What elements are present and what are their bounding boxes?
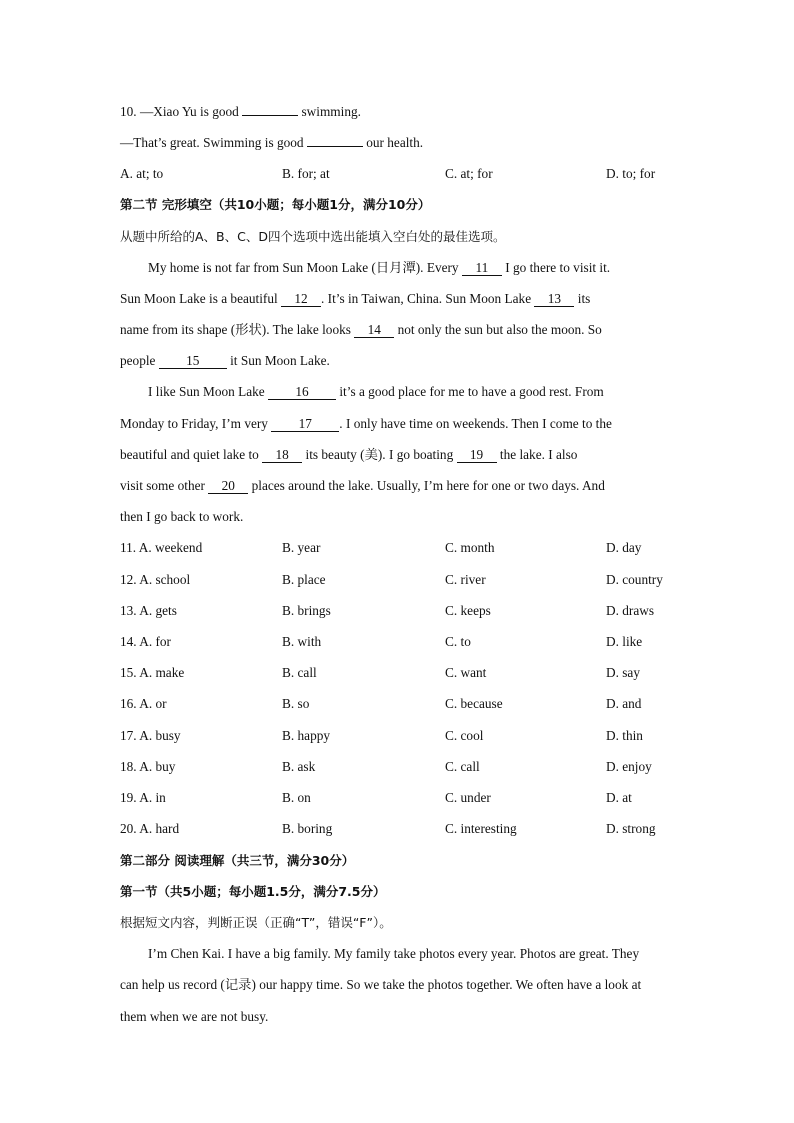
q14-option-c[interactable]: C. to <box>445 634 471 649</box>
blank-16[interactable]: 16 <box>268 385 336 400</box>
q17-option-c[interactable]: C. cool <box>445 728 484 743</box>
q14-option-b[interactable]: B. with <box>282 634 322 649</box>
q10-blank-2[interactable] <box>307 146 363 147</box>
q10-text-d: our health. <box>366 135 424 150</box>
passage1-line-2 <box>120 290 590 308</box>
q12-option-b[interactable]: B. place <box>282 572 326 587</box>
q20-option-a[interactable]: 20. A. hard <box>120 821 180 836</box>
q11-option-c[interactable]: C. month <box>445 540 495 555</box>
q10-option-d[interactable]: D. to; for <box>606 166 656 181</box>
blank-12[interactable]: 12 <box>281 292 321 307</box>
q11-option-d[interactable]: D. day <box>606 540 642 555</box>
passage3-line-2: can help us record (记录) our happy time. So we take the photos together. We often have a look at <box>120 977 642 992</box>
passage2-line-2 <box>120 415 612 433</box>
q12-option-d[interactable]: D. country <box>606 572 663 587</box>
passage2-line-3 <box>120 446 577 464</box>
q15-option-a[interactable]: 15. A. make <box>120 665 185 680</box>
part2-heading: 第二部分 阅读理解（共三节，满分30分） <box>120 853 355 868</box>
blank-14[interactable]: 14 <box>354 323 394 338</box>
passage1-line-1 <box>148 259 610 277</box>
q16-option-d[interactable]: D. and <box>606 696 642 711</box>
q10-text-a: 10. —Xiao Yu is good <box>120 104 239 119</box>
q10-line-1 <box>120 103 361 121</box>
passage2-text: visit some other <box>120 478 205 493</box>
q14-option-d[interactable]: D. like <box>606 634 643 649</box>
passage1-text: I go there to visit it. <box>505 260 611 275</box>
passage1-text: name from its shape (形状). The lake looks <box>120 322 351 337</box>
q10-text-c: —That’s great. Swimming is good <box>120 135 304 150</box>
part2-instruction: 根据短文内容，判断正误（正确“T”，错误“F”）。 <box>120 915 392 930</box>
passage1-text: it Sun Moon Lake. <box>230 353 330 368</box>
passage2-text: places around the lake. Usually, I’m here for one or two days. And <box>251 478 605 493</box>
q17-option-a[interactable]: 17. A. busy <box>120 728 181 743</box>
passage1-text: My home is not far from Sun Moon Lake (日月潭). Every <box>148 260 459 275</box>
q12-option-a[interactable]: 12. A. school <box>120 572 191 587</box>
q19-option-a[interactable]: 19. A. in <box>120 790 166 805</box>
blank-11[interactable]: 11 <box>462 261 502 276</box>
passage1-text: Sun Moon Lake is a beautiful <box>120 291 278 306</box>
q18-option-d[interactable]: D. enjoy <box>606 759 652 774</box>
q16-option-a[interactable]: 16. A. or <box>120 696 167 711</box>
q18-option-a[interactable]: 18. A. buy <box>120 759 176 774</box>
section2-instruction: 从题中所给的A、B、C、D四个选项中选出能填入空白处的最佳选项。 <box>120 229 506 244</box>
passage2-text: I like Sun Moon Lake <box>148 384 265 399</box>
q17-option-d[interactable]: D. thin <box>606 728 643 743</box>
blank-15[interactable]: 15 <box>159 354 227 369</box>
q18-option-c[interactable]: C. call <box>445 759 480 774</box>
q12-option-c[interactable]: C. river <box>445 572 486 587</box>
q10-option-c[interactable]: C. at; for <box>445 166 493 181</box>
passage2-text: . I only have time on weekends. Then I come to the <box>339 416 612 431</box>
q13-option-a[interactable]: 13. A. gets <box>120 603 177 618</box>
q18-option-b[interactable]: B. ask <box>282 759 316 774</box>
q19-option-b[interactable]: B. on <box>282 790 311 805</box>
q20-option-c[interactable]: C. interesting <box>445 821 517 836</box>
q11-option-a[interactable]: 11. A. weekend <box>120 540 203 555</box>
passage1-text: its <box>577 291 591 306</box>
passage1-text: . It’s in Taiwan, China. Sun Moon Lake <box>321 291 532 306</box>
passage3-line-3: them when we are not busy. <box>120 1009 269 1024</box>
q20-option-b[interactable]: B. boring <box>282 821 333 836</box>
passage2-text: its beauty (美). I go boating <box>305 447 454 462</box>
q14-option-a[interactable]: 14. A. for <box>120 634 171 649</box>
passage2-line-1 <box>148 383 604 401</box>
q13-option-d[interactable]: D. draws <box>606 603 655 618</box>
q16-option-c[interactable]: C. because <box>445 696 503 711</box>
passage2-text: the lake. I also <box>499 447 578 462</box>
q10-line-2 <box>120 134 423 152</box>
q13-option-b[interactable]: B. brings <box>282 603 331 618</box>
blank-20[interactable]: 20 <box>208 479 248 494</box>
passage1-line-4 <box>120 352 330 370</box>
q15-option-c[interactable]: C. want <box>445 665 487 680</box>
q19-option-d[interactable]: D. at <box>606 790 632 805</box>
q16-option-b[interactable]: B. so <box>282 696 310 711</box>
q10-option-b[interactable]: B. for; at <box>282 166 330 181</box>
blank-18[interactable]: 18 <box>262 448 302 463</box>
q17-option-b[interactable]: B. happy <box>282 728 331 743</box>
q10-option-a[interactable]: A. at; to <box>120 166 164 181</box>
passage1-text: not only the sun but also the moon. So <box>397 322 602 337</box>
q20-option-d[interactable]: D. strong <box>606 821 656 836</box>
passage2-text: beautiful and quiet lake to <box>120 447 259 462</box>
blank-19[interactable]: 19 <box>457 448 497 463</box>
passage2-line-4 <box>120 477 605 495</box>
q11-option-b[interactable]: B. year <box>282 540 321 555</box>
q10-blank-1[interactable] <box>242 115 298 116</box>
q15-option-b[interactable]: B. call <box>282 665 317 680</box>
passage2-line-5: then I go back to work. <box>120 509 244 524</box>
part2-sub-heading: 第一节（共5小题；每小题1.5分，满分7.5分） <box>120 884 386 899</box>
q13-option-c[interactable]: C. keeps <box>445 603 491 618</box>
blank-13[interactable]: 13 <box>534 292 574 307</box>
passage2-text: Monday to Friday, I’m very <box>120 416 268 431</box>
passage1-line-3 <box>120 321 602 339</box>
passage1-text: people <box>120 353 156 368</box>
passage3-line-1: I’m Chen Kai. I have a big family. My family take photos every year. Photos are great. They <box>148 946 640 961</box>
section2-heading: 第二节 完形填空（共10小题；每小题1分，满分10分） <box>120 197 431 212</box>
q10-text-b: swimming. <box>301 104 361 119</box>
passage2-text: it’s a good place for me to have a good rest. From <box>339 384 604 399</box>
blank-17[interactable]: 17 <box>271 417 339 432</box>
q15-option-d[interactable]: D. say <box>606 665 640 680</box>
q19-option-c[interactable]: C. under <box>445 790 491 805</box>
